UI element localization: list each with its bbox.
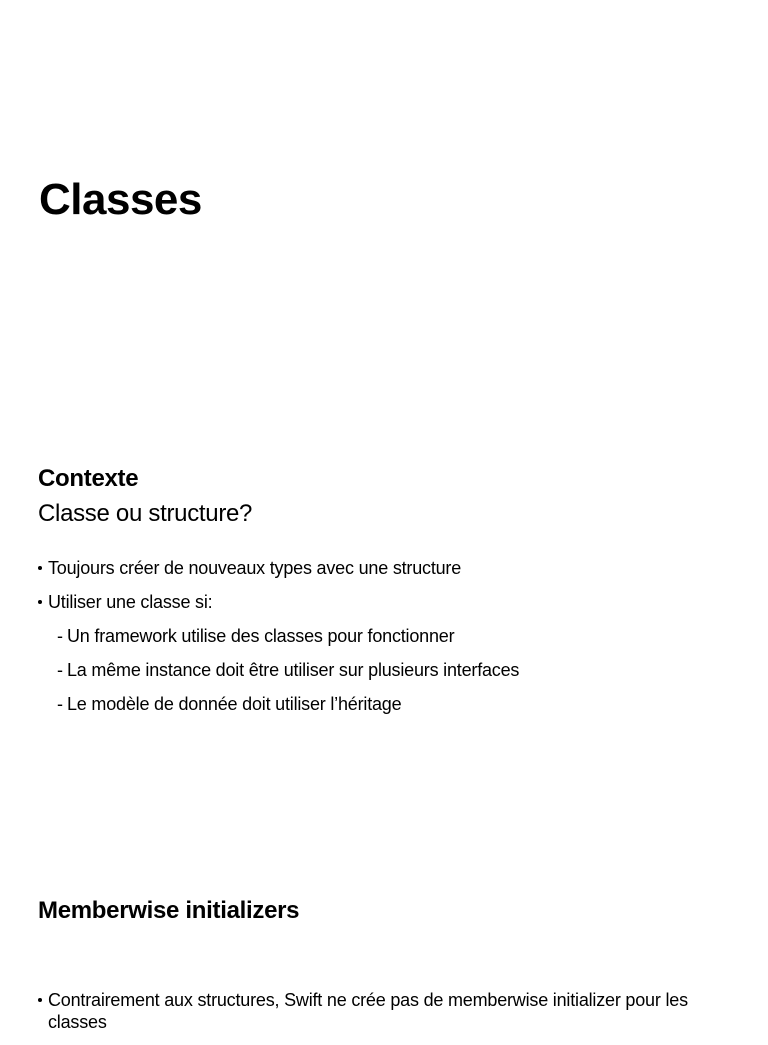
bullet-text: Un framework utilise des classes pour fonctionner xyxy=(67,626,455,646)
bullet-text: Utiliser une classe si: xyxy=(48,592,213,612)
list-item xyxy=(38,557,738,579)
section-subheading-contexte: Classe ou structure? xyxy=(38,500,253,527)
bullet-dash: - xyxy=(57,694,63,714)
bullet-dot-icon xyxy=(38,989,48,1033)
bullet-text: La même instance doit être utiliser sur plusieurs interfaces xyxy=(67,660,520,680)
memberwise-bullet-list xyxy=(38,989,738,1045)
bullet-dash: - xyxy=(57,660,63,680)
section-heading-contexte: Contexte xyxy=(38,465,139,492)
bullet-dot-icon xyxy=(38,591,48,613)
list-item xyxy=(38,625,738,647)
bullet-text: Toujours créer de nouveaux types avec une structure xyxy=(48,558,462,578)
contexte-bullet-list xyxy=(38,557,738,727)
list-item xyxy=(38,989,738,1033)
section-heading-memberwise: Memberwise initializers xyxy=(38,897,300,924)
list-item xyxy=(38,659,738,681)
bullet-text: Contrairement aux structures, Swift ne crée pas de memberwise initializer pour les classes xyxy=(48,990,688,1032)
page-title: Classes xyxy=(39,175,202,224)
list-item xyxy=(38,693,738,715)
bullet-dot-icon xyxy=(38,557,48,579)
list-item xyxy=(38,591,738,613)
bullet-dash: - xyxy=(57,626,63,646)
bullet-text: Le modèle de donnée doit utiliser l’héritage xyxy=(67,694,402,714)
